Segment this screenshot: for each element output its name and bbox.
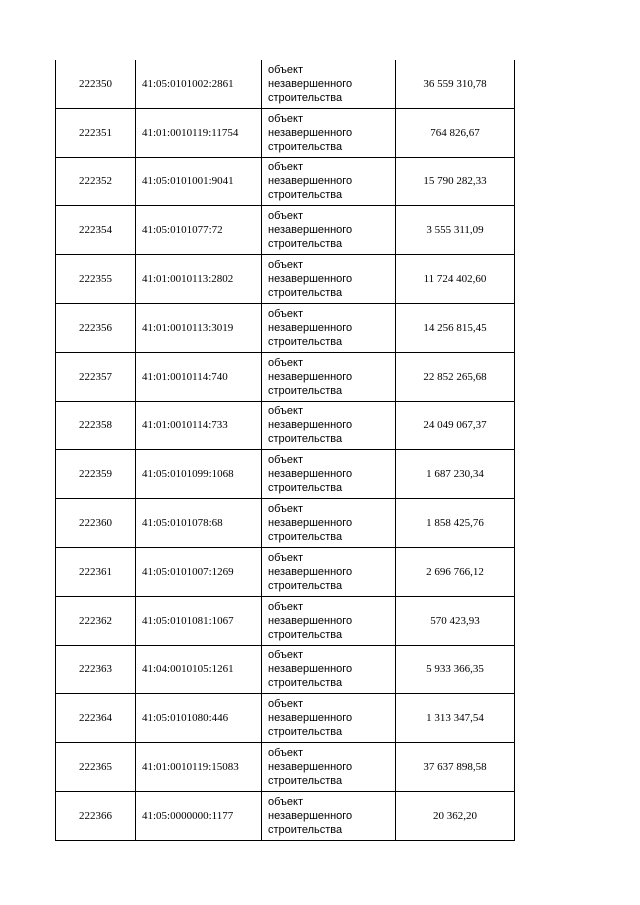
cadastral-value-cell: 570 423,93 (396, 596, 515, 645)
table-row (56, 303, 515, 352)
table-row (56, 694, 515, 743)
cadastral-value-cell: 22 852 265,68 (396, 352, 515, 401)
object-type-line: строительства (268, 579, 343, 592)
object-type-line: строительства (268, 238, 343, 251)
object-type-line: объект (268, 161, 304, 174)
table-row (56, 743, 515, 792)
object-type-line: строительства (268, 335, 343, 348)
object-id-cell: 222358 (56, 401, 136, 450)
cadastral-value-cell: 3 555 311,09 (396, 206, 515, 255)
table-row (56, 596, 515, 645)
object-type-line: незавершенного (268, 663, 353, 676)
table-row (56, 60, 515, 108)
object-id-cell: 222351 (56, 108, 136, 157)
object-type-line: объект (268, 454, 304, 467)
object-type-cell (262, 645, 396, 694)
object-type-cell (262, 499, 396, 548)
object-type-cell (262, 255, 396, 304)
cadastral-number-cell: 41:05:0101002:2861 (136, 60, 262, 108)
object-type-line: строительства (268, 140, 343, 153)
table-row (56, 255, 515, 304)
object-type-cell (262, 791, 396, 840)
object-type-cell (262, 596, 396, 645)
cadastral-number-cell: 41:05:0101001:9041 (136, 157, 262, 206)
object-type-cell (262, 547, 396, 596)
object-type-cell (262, 206, 396, 255)
cadastral-value-cell: 1 313 347,54 (396, 694, 515, 743)
object-type-line: строительства (268, 287, 343, 300)
registry-table-body (56, 60, 515, 840)
object-type-line: объект (268, 307, 304, 320)
object-type-line: строительства (268, 677, 343, 690)
object-id-cell: 222354 (56, 206, 136, 255)
object-type-line: объект (268, 747, 304, 760)
object-id-cell: 222366 (56, 791, 136, 840)
object-type-line: строительства (268, 433, 343, 446)
object-type-line: объект (268, 600, 304, 613)
cadastral-number-cell: 41:05:0101007:1269 (136, 547, 262, 596)
object-type-line: незавершенного (268, 370, 353, 383)
cadastral-number-cell: 41:01:0010119:15083 (136, 743, 262, 792)
object-id-cell: 222365 (56, 743, 136, 792)
object-type-line: строительства (268, 384, 343, 397)
object-id-cell: 222363 (56, 645, 136, 694)
object-id-cell: 222361 (56, 547, 136, 596)
cadastral-number-cell: 41:05:0101078:68 (136, 499, 262, 548)
object-id-cell: 222350 (56, 60, 136, 108)
object-type-line: объект (268, 112, 304, 125)
cadastral-value-cell: 2 696 766,12 (396, 547, 515, 596)
object-id-cell: 222356 (56, 303, 136, 352)
object-type-line: незавершенного (268, 419, 353, 432)
cadastral-number-cell: 41:01:0010119:11754 (136, 108, 262, 157)
cadastral-value-cell: 1 687 230,34 (396, 450, 515, 499)
object-type-line: строительства (268, 531, 343, 544)
object-type-line: строительства (268, 189, 343, 202)
object-id-cell: 222357 (56, 352, 136, 401)
cadastral-value-cell: 11 724 402,60 (396, 255, 515, 304)
object-id-cell: 222364 (56, 694, 136, 743)
cadastral-number-cell: 41:05:0101081:1067 (136, 596, 262, 645)
cadastral-value-cell: 24 049 067,37 (396, 401, 515, 450)
object-type-line: незавершенного (268, 712, 353, 725)
object-type-cell (262, 743, 396, 792)
object-type-line: строительства (268, 91, 343, 104)
object-type-line: незавершенного (268, 565, 353, 578)
cadastral-value-cell: 20 362,20 (396, 791, 515, 840)
object-type-line: незавершенного (268, 224, 353, 237)
object-type-line: незавершенного (268, 77, 353, 90)
object-type-line: незавершенного (268, 273, 353, 286)
table-row (56, 499, 515, 548)
table-row (56, 450, 515, 499)
table-row (56, 645, 515, 694)
table-row (56, 547, 515, 596)
cadastral-value-cell: 1 858 425,76 (396, 499, 515, 548)
table-row (56, 108, 515, 157)
object-type-line: строительства (268, 823, 343, 836)
object-type-line: незавершенного (268, 614, 353, 627)
cadastral-value-cell: 37 637 898,58 (396, 743, 515, 792)
object-id-cell: 222359 (56, 450, 136, 499)
object-type-cell (262, 157, 396, 206)
cadastral-value-cell: 36 559 310,78 (396, 60, 515, 108)
object-type-line: объект (268, 405, 304, 418)
table-row (56, 791, 515, 840)
cadastral-value-cell: 764 826,67 (396, 108, 515, 157)
table-row (56, 352, 515, 401)
table-row (56, 401, 515, 450)
object-type-line: объект (268, 503, 304, 516)
object-type-line: объект (268, 649, 304, 662)
object-type-line: незавершенного (268, 517, 353, 530)
object-id-cell: 222352 (56, 157, 136, 206)
object-type-line: строительства (268, 628, 343, 641)
object-type-line: объект (268, 259, 304, 272)
object-type-line: строительства (268, 775, 343, 788)
cadastral-number-cell: 41:01:0010114:733 (136, 401, 262, 450)
cadastral-number-cell: 41:05:0101077:72 (136, 206, 262, 255)
cadastral-value-cell: 14 256 815,45 (396, 303, 515, 352)
table-row (56, 157, 515, 206)
cadastral-number-cell: 41:01:0010113:2802 (136, 255, 262, 304)
cadastral-value-cell: 5 933 366,35 (396, 645, 515, 694)
object-type-line: объект (268, 63, 304, 76)
registry-table (55, 60, 515, 841)
object-type-cell (262, 60, 396, 108)
object-id-cell: 222360 (56, 499, 136, 548)
object-type-cell (262, 352, 396, 401)
object-type-line: незавершенного (268, 809, 353, 822)
object-type-cell (262, 694, 396, 743)
object-type-line: объект (268, 210, 304, 223)
cadastral-number-cell: 41:04:0010105:1261 (136, 645, 262, 694)
object-type-line: строительства (268, 482, 343, 495)
object-type-line: строительства (268, 726, 343, 739)
object-type-line: объект (268, 795, 304, 808)
table-row (56, 206, 515, 255)
cadastral-number-cell: 41:01:0010114:740 (136, 352, 262, 401)
object-id-cell: 222362 (56, 596, 136, 645)
object-type-cell (262, 108, 396, 157)
cadastral-number-cell: 41:05:0101080:446 (136, 694, 262, 743)
object-type-line: объект (268, 356, 304, 369)
object-type-line: незавершенного (268, 175, 353, 188)
object-type-line: незавершенного (268, 321, 353, 334)
object-id-cell: 222355 (56, 255, 136, 304)
object-type-line: незавершенного (268, 761, 353, 774)
cadastral-number-cell: 41:05:0101099:1068 (136, 450, 262, 499)
object-type-cell (262, 303, 396, 352)
object-type-line: незавершенного (268, 126, 353, 139)
object-type-cell (262, 450, 396, 499)
object-type-line: объект (268, 551, 304, 564)
object-type-cell (262, 401, 396, 450)
object-type-line: незавершенного (268, 468, 353, 481)
cadastral-value-cell: 15 790 282,33 (396, 157, 515, 206)
cadastral-number-cell: 41:01:0010113:3019 (136, 303, 262, 352)
cadastral-number-cell: 41:05:0000000:1177 (136, 791, 262, 840)
object-type-line: объект (268, 698, 304, 711)
